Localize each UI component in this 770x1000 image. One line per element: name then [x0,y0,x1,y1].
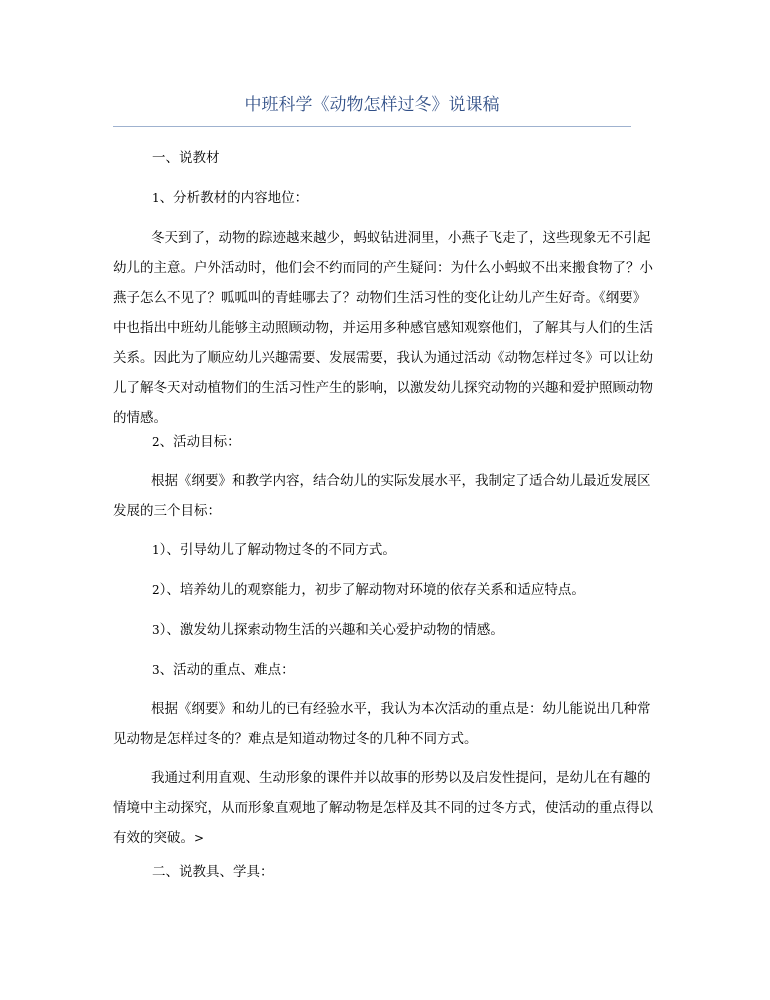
subheading-activity-goals [152,430,241,454]
subheading-text: 、活动的重点、难点： [159,662,295,678]
goal-number: 2 [152,583,160,597]
method-text: 我通过利用直观、生动形象的课件并以故事的形势以及启发性提问，是幼儿在有趣的情境中主动探究，从而形象直观地了解动物是怎样及其不同的过冬方式，使活动的重点得以有效的突破。 [113,770,653,846]
section-heading-teaching-aids: 二、说教具、学具： [152,864,274,880]
method-tail-mark: > [194,831,205,845]
goal-number: 1 [152,543,160,557]
goal-item-3 [152,618,504,642]
subheading-number: 1 [152,191,160,205]
document-title: 中班科学《动物怎样过冬》说课稿 [244,95,500,115]
goal-text: ）、激发幼儿探索动物生活的兴趣和关心爱护动物的情感。 [159,622,504,638]
subheading-number: 2 [152,435,160,449]
subheading-key-difficult-points [152,658,295,682]
goal-text: ）、引导幼儿了解动物过冬的不同方式。 [159,542,396,558]
paragraph-key-points: 根据《纲要》和幼儿的已有经验水平，我认为本次活动的重点是：幼儿能说出几种常见动物是怎样过冬的？难点是知道动物过冬的几种不同方式。 [113,701,651,747]
paragraph-background: 冬天到了，动物的踪迹越来越少，蚂蚁钻进洞里，小燕子飞走了，这些现象无不引起幼儿的主意。户外活动时，他们会不约而同的产生疑问：为什么小蚂蚁不出来搬食物了？小燕子怎么不见了？呱呱叫的青蛙哪去了？动物们生活习性的变化让幼儿产生好奇。《纲要》中也指出中班幼儿能够主动照顾动物，并运用多种感官感知观察他们，了解其与人们的生活关系。因此为了顺应幼儿兴趣需要、发展需要，我认为通过活动《动物怎样过冬》可以让幼儿了解冬天对动植物们的生活习性产生的影响，以激发幼儿探究动物的兴趣和爱护照顾动物的情感。 [113,230,653,426]
paragraph-method [113,763,658,853]
goal-number: 3 [152,623,160,637]
paragraph-goals-intro: 根据《纲要》和教学内容，结合幼儿的实际发展水平，我制定了适合幼儿最近发展区发展的三个目标： [113,473,651,519]
goal-item-1 [152,538,396,562]
subheading-text: 、分析教材的内容地位： [159,190,309,206]
goal-item-2 [152,578,585,602]
title-divider [113,126,631,127]
subheading-content-position [152,186,308,210]
subheading-text: 、活动目标： [159,434,241,450]
section-heading-teaching-material: 一、说教材 [152,150,220,166]
goal-text: ）、培养幼儿的观察能力，初步了解动物对环境的依存关系和适应特点。 [159,582,585,598]
subheading-number: 3 [152,663,160,677]
